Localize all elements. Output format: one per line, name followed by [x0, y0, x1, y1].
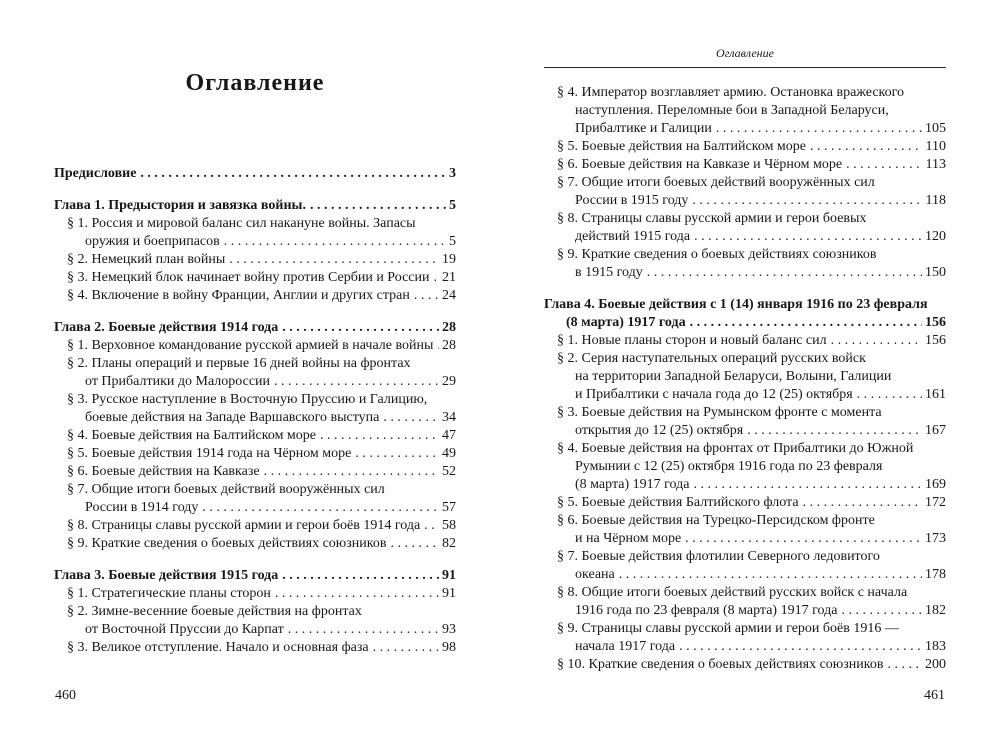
dot-leader	[274, 373, 439, 391]
toc-line	[544, 314, 946, 332]
toc-line	[544, 422, 946, 440]
toc-entry-text: от Восточной Пруссии до Карпат	[85, 622, 284, 637]
toc-line	[544, 602, 946, 620]
toc-line	[544, 174, 946, 192]
toc-line	[54, 197, 456, 215]
toc-line	[544, 120, 946, 138]
dot-leader	[373, 639, 439, 657]
dot-leader	[288, 621, 439, 639]
dot-leader	[685, 530, 922, 548]
toc-entries-right	[544, 84, 946, 674]
toc-line	[544, 548, 946, 566]
toc-entry	[544, 440, 946, 494]
toc-page-number: 3	[449, 166, 456, 181]
dot-leader	[355, 445, 439, 463]
dot-leader	[282, 567, 439, 585]
dot-leader	[857, 386, 922, 404]
toc-entry-text: § 4. Боевые действия на фронтах от Прибалтики до Южной	[557, 441, 914, 456]
toc-entry-text: § 2. Зимне-весенние боевые действия на фронтах	[67, 604, 362, 619]
toc-page-number: 34	[442, 410, 456, 425]
toc-line	[544, 638, 946, 656]
dot-leader	[647, 264, 922, 282]
toc-page-number: 21	[442, 270, 456, 285]
toc-line	[544, 84, 946, 102]
dot-leader	[747, 422, 922, 440]
toc-line	[544, 228, 946, 246]
toc-page-number: 98	[442, 640, 456, 655]
toc-line	[544, 246, 946, 264]
toc-entry-text: § 9. Краткие сведения о боевых действиях союзников	[67, 536, 387, 551]
toc-line	[54, 287, 456, 305]
dot-leader	[846, 156, 922, 174]
toc-line	[54, 463, 456, 481]
toc-entry-text: начала 1917 года	[575, 639, 676, 654]
dot-leader	[841, 602, 922, 620]
toc-entry-text: § 4. Боевые действия на Балтийском море	[67, 428, 316, 443]
toc-page-number: 118	[925, 193, 946, 208]
toc-entry	[54, 355, 456, 391]
toc-entry-text: § 8. Общие итоги боевых действий русских войск с начала	[557, 585, 908, 600]
toc-page-number: 91	[442, 586, 456, 601]
toc-entry-text: Глава 4. Боевые действия с 1 (14) января 1916 по 23 февраля	[544, 297, 928, 312]
dot-leader	[887, 656, 922, 674]
toc-entry	[544, 350, 946, 404]
toc-entry-text: Глава 1. Предыстория и завязка войны.	[54, 198, 306, 213]
toc-line	[54, 621, 456, 639]
toc-entry	[54, 337, 456, 355]
toc-page-number: 150	[925, 265, 946, 280]
toc-line	[54, 427, 456, 445]
toc-entry-text: и Прибалтики с начала года до 12 (25) октября	[575, 387, 853, 402]
toc-entry-text: § 3. Русское наступление в Восточную Пруссию и Галицию,	[67, 392, 428, 407]
toc-entry-text: Глава 3. Боевые действия 1915 года	[54, 568, 279, 583]
toc-line	[54, 639, 456, 657]
toc-line	[54, 269, 456, 287]
toc-entry	[544, 494, 946, 512]
toc-line	[544, 192, 946, 210]
toc-page-number: 29	[442, 374, 456, 389]
dot-leader	[693, 476, 922, 494]
toc-entry-text: § 8. Страницы славы русской армии и герои боевых	[557, 211, 867, 226]
toc-entry-text: и на Чёрном море	[575, 531, 682, 546]
toc-line	[544, 368, 946, 386]
toc-line	[544, 404, 946, 422]
toc-entry	[544, 332, 946, 350]
toc-page-number: 58	[442, 518, 456, 533]
toc-page-number: 178	[925, 567, 946, 582]
toc-page-number: 24	[442, 288, 456, 303]
toc-page-number: 169	[925, 477, 946, 492]
toc-page-number: 156	[925, 333, 946, 348]
toc-entry	[544, 210, 946, 246]
toc-entry-text: § 5. Боевые действия Балтийского флота	[557, 495, 799, 510]
toc-entry-text: в 1915 году	[575, 265, 643, 280]
toc-page-number: 183	[925, 639, 946, 654]
toc-line	[54, 165, 456, 183]
toc-page-number: 161	[925, 387, 946, 402]
toc-entry	[544, 512, 946, 548]
toc-page-number: 172	[925, 495, 946, 510]
toc-page-number: 200	[925, 657, 946, 672]
dot-leader	[831, 332, 922, 350]
toc-entry-text: открытия до 12 (25) октября	[575, 423, 744, 438]
toc-line	[54, 251, 456, 269]
toc-entry	[54, 445, 456, 463]
toc-line	[54, 409, 456, 427]
toc-page-number: 28	[442, 338, 456, 353]
toc-entry-text: оружия и боеприпасов	[85, 234, 220, 249]
toc-entry-text: § 2. Немецкий план войны	[67, 252, 226, 267]
toc-entry-text: от Прибалтики до Малороссии	[85, 374, 271, 389]
toc-line	[544, 102, 946, 120]
toc-entry	[54, 603, 456, 639]
toc-page-number: 167	[925, 423, 946, 438]
toc-line	[544, 584, 946, 602]
toc-entry-text: (8 марта) 1917 года	[566, 315, 686, 330]
toc-entry-text: § 10. Краткие сведения о боевых действиях союзников	[557, 657, 884, 672]
dot-leader	[690, 314, 922, 332]
toc-line	[54, 373, 456, 391]
dot-leader	[229, 251, 439, 269]
toc-line	[544, 210, 946, 228]
dot-leader	[679, 638, 922, 656]
toc-line	[544, 458, 946, 476]
toc-page-number: 173	[925, 531, 946, 546]
toc-entry-text: наступления. Переломные бои в Западной Беларуси,	[575, 103, 889, 118]
toc-line	[544, 332, 946, 350]
dot-leader	[437, 337, 439, 355]
toc-line	[544, 530, 946, 548]
toc-line	[544, 656, 946, 674]
toc-entry-text: океана	[575, 567, 615, 582]
toc-entry	[54, 287, 456, 305]
toc-entry	[54, 215, 456, 251]
toc-entry-text: России в 1915 году	[575, 193, 689, 208]
toc-line	[54, 337, 456, 355]
toc-entry-text: § 2. Планы операций и первые 16 дней войны на фронтах	[67, 356, 411, 371]
toc-page-number: 57	[442, 500, 456, 515]
toc-entry	[544, 156, 946, 174]
toc-entry	[54, 391, 456, 427]
dot-leader	[424, 517, 439, 535]
toc-entry	[54, 427, 456, 445]
dot-leader	[694, 228, 922, 246]
toc-entry	[54, 251, 456, 269]
toc-page-number: 105	[925, 121, 946, 136]
toc-entry	[544, 174, 946, 210]
toc-line	[544, 350, 946, 368]
toc-entry-text: § 9. Краткие сведения о боевых действиях союзников	[557, 247, 877, 262]
dot-leader	[434, 269, 439, 287]
toc-line	[54, 517, 456, 535]
toc-entry-text: § 4. Включение в войну Франции, Англии и других стран	[67, 288, 410, 303]
toc-line	[544, 138, 946, 156]
toc-page-number: 19	[442, 252, 456, 267]
toc-entry	[54, 463, 456, 481]
toc-line	[544, 620, 946, 638]
toc-page-number: 113	[925, 157, 946, 172]
dot-leader	[320, 427, 439, 445]
toc-page-number: 93	[442, 622, 456, 637]
toc-page-number: 156	[925, 315, 946, 330]
toc-entry-text: § 7. Боевые действия флотилии Северного ледовитого	[557, 549, 880, 564]
toc-entry-text: § 3. Боевые действия на Румынском фронте с момента	[557, 405, 882, 420]
toc-line	[54, 391, 456, 409]
dot-leader	[803, 494, 922, 512]
dot-leader	[716, 120, 922, 138]
toc-line	[544, 264, 946, 282]
toc-line	[54, 319, 456, 337]
toc-entry-text: § 4. Император возглавляет армию. Остановка вражеского	[557, 85, 905, 100]
toc-entry	[54, 481, 456, 517]
toc-entry	[54, 535, 456, 553]
toc-entry-text: § 6. Боевые действия на Кавказе	[67, 464, 260, 479]
toc-line	[54, 499, 456, 517]
dot-leader	[390, 535, 439, 553]
page-number-left: 460	[55, 688, 76, 703]
toc-entry-text: Глава 2. Боевые действия 1914 года	[54, 320, 279, 335]
toc-line	[54, 567, 456, 585]
toc-page-number: 47	[442, 428, 456, 443]
toc-title: Оглавление	[185, 70, 325, 96]
dot-leader	[264, 463, 439, 481]
toc-line	[54, 233, 456, 251]
toc-entry-text: Прибалтике и Галиции	[575, 121, 712, 136]
toc-line	[544, 566, 946, 584]
toc-line	[54, 585, 456, 603]
toc-entry-text: § 1. Россия и мировой баланс сил накануне войны. Запасы	[67, 216, 416, 231]
toc-entry-text: § 6. Боевые действия на Турецко-Персидском фронте	[557, 513, 875, 528]
toc-line	[54, 481, 456, 499]
toc-page-number: 28	[442, 320, 456, 335]
toc-entry-text: § 2. Серия наступательных операций русских войск	[557, 351, 866, 366]
toc-page-number: 82	[442, 536, 456, 551]
dot-leader	[140, 165, 446, 183]
dot-leader	[282, 319, 439, 337]
toc-entry-text: Предисловие	[54, 166, 137, 181]
toc-page-number: 182	[925, 603, 946, 618]
toc-entry	[544, 138, 946, 156]
toc-entry-text: § 7. Общие итоги боевых действий вооружённых сил	[67, 482, 385, 497]
toc-line	[544, 156, 946, 174]
toc-entry	[544, 246, 946, 282]
toc-entry-text: § 6. Боевые действия на Кавказе и Чёрном море	[557, 157, 843, 172]
toc-entry-text: § 1. Верховное командование русской армией в начале войны	[67, 338, 434, 353]
toc-line	[54, 355, 456, 373]
toc-line	[544, 494, 946, 512]
toc-line	[544, 512, 946, 530]
toc-entry-text: на территории Западной Беларуси, Волыни, Галиции	[575, 369, 892, 384]
right-page	[544, 0, 946, 750]
toc-page-number: 91	[442, 568, 456, 583]
dot-leader	[414, 287, 439, 305]
toc-line	[54, 535, 456, 553]
toc-line	[544, 386, 946, 404]
toc-entry-text: § 1. Стратегические планы сторон	[67, 586, 271, 601]
toc-entry	[54, 517, 456, 535]
toc-entry	[54, 639, 456, 657]
toc-entry-text: § 5. Боевые действия 1914 года на Чёрном море	[67, 446, 352, 461]
toc-entry-text: действий 1915 года	[575, 229, 691, 244]
toc-entry-text: § 8. Страницы славы русской армии и герои боёв 1914 года	[67, 518, 421, 533]
dot-leader	[810, 138, 923, 156]
toc-entry	[54, 585, 456, 603]
toc-entry-text: (8 марта) 1917 года	[575, 477, 690, 492]
toc-entry-text: России в 1914 году	[85, 500, 199, 515]
left-page	[54, 0, 456, 750]
toc-entry	[544, 84, 946, 138]
toc-entries-left	[54, 165, 456, 657]
dot-leader	[275, 585, 439, 603]
toc-entry-text: § 7. Общие итоги боевых действий вооружённых сил	[557, 175, 875, 190]
toc-page-number: 5	[449, 198, 456, 213]
toc-entry	[54, 567, 456, 585]
toc-line	[54, 445, 456, 463]
toc-line	[54, 603, 456, 621]
running-header	[544, 0, 946, 68]
toc-entry	[54, 165, 456, 183]
toc-line	[544, 476, 946, 494]
toc-entry-text: § 3. Великое отступление. Начало и основная фаза	[67, 640, 369, 655]
toc-entry	[544, 584, 946, 620]
running-header-text: Оглавление	[716, 46, 774, 60]
toc-page-number: 110	[925, 139, 946, 154]
toc-entry-text: § 5. Боевые действия на Балтийском море	[557, 139, 806, 154]
toc-entry	[544, 404, 946, 440]
toc-entry	[54, 319, 456, 337]
toc-entry-text: Румынии с 12 (25) октября 1916 года по 23 февраля	[575, 459, 883, 474]
dot-leader	[692, 192, 922, 210]
dot-leader	[383, 409, 439, 427]
dot-leader	[310, 197, 446, 215]
toc-page-number: 49	[442, 446, 456, 461]
toc-entry-text: боевые действия на Западе Варшавского выступа	[85, 410, 380, 425]
toc-entry-text: § 9. Страницы славы русской армии и герои боёв 1916 —	[557, 621, 899, 636]
toc-entry-text: § 3. Немецкий блок начинает войну против Сербии и России	[67, 270, 430, 285]
toc-page-number: 5	[449, 234, 456, 249]
toc-entry	[54, 269, 456, 287]
toc-line	[544, 440, 946, 458]
toc-entry	[544, 620, 946, 656]
toc-entry	[544, 548, 946, 584]
toc-entry	[544, 656, 946, 674]
dot-leader	[224, 233, 446, 251]
toc-page-number: 120	[925, 229, 946, 244]
toc-entry	[544, 296, 946, 332]
page-number-right: 461	[924, 688, 945, 703]
dot-leader	[619, 566, 922, 584]
toc-entry-text: § 1. Новые планы сторон и новый баланс сил	[557, 333, 827, 348]
toc-line	[54, 215, 456, 233]
toc-page-number: 52	[442, 464, 456, 479]
toc-entry	[54, 197, 456, 215]
toc-entry-text: 1916 года по 23 февраля (8 марта) 1917 года	[575, 603, 838, 618]
toc-line	[544, 296, 946, 314]
dot-leader	[202, 499, 439, 517]
